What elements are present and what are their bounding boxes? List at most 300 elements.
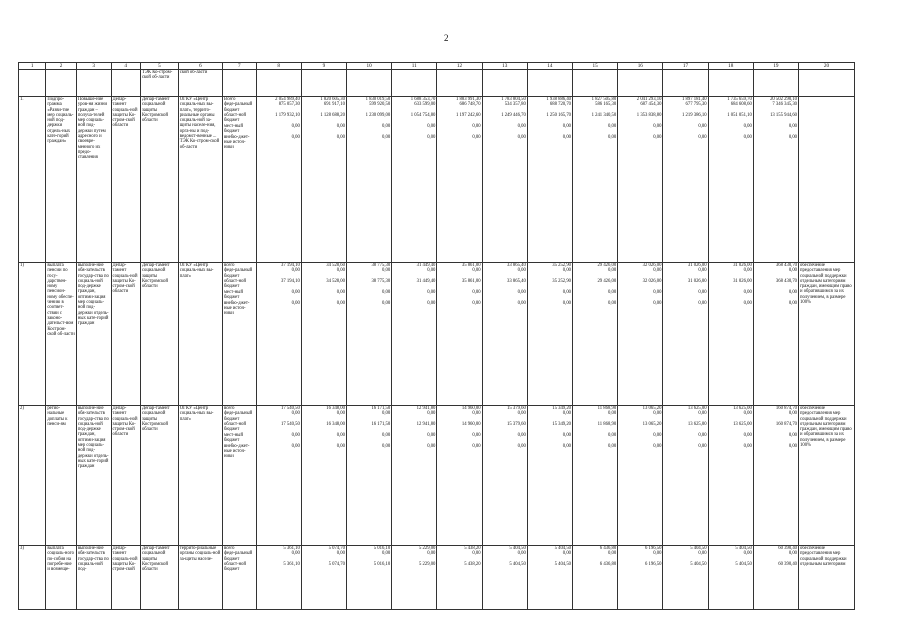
year-amount-cell	[482, 406, 527, 546]
amount-value: 60 390,40	[778, 546, 798, 551]
year-amount-cell	[346, 263, 391, 406]
funding-source-label: мест-ный бюджет	[223, 289, 243, 301]
amount-value: 0,00	[562, 432, 571, 438]
amount-value: 691 917,10	[323, 102, 345, 108]
year-amount-cell	[437, 546, 482, 610]
amount-value: 0,00	[381, 411, 391, 417]
year-amount-cell	[437, 97, 482, 263]
funding-source-label: област-ной бюджет	[223, 113, 247, 124]
year-amount-cell	[346, 406, 391, 546]
amount-value: 0,00	[472, 411, 481, 417]
amount-value: 37 194,10	[281, 263, 300, 268]
amount-value: 13 625,00	[733, 422, 752, 428]
amount-value: 0,00	[427, 432, 436, 438]
amount-value: 35 252,90	[552, 279, 571, 285]
amount-value: 1 250 165,70	[546, 113, 571, 119]
amount-value: 38 775,30	[371, 263, 391, 268]
year-amount-cell	[437, 263, 482, 406]
amount-value: 17 540,50	[281, 422, 300, 428]
amount-value: 1 830 019,50	[365, 97, 391, 102]
amount-value: 0,00	[608, 123, 617, 129]
amount-value: 0,00	[472, 289, 481, 295]
amount-value: 0,00	[653, 432, 662, 438]
column-header: 14	[527, 63, 572, 70]
year-amount-cell	[301, 546, 346, 610]
responsible-dept: Депар-тамент социаль-ной защиты Ко-стром-ской области	[111, 97, 140, 263]
amount-value: 0,00	[336, 123, 345, 129]
amount-value: 1 179 932,10	[275, 113, 300, 119]
amount-value: 0,00	[788, 268, 798, 274]
row-number: 3)	[19, 546, 46, 610]
year-amount-cell	[482, 546, 527, 610]
amount-value: 16 171,50	[371, 422, 391, 428]
funding-source-label: внебю-джет-ные источ-ники	[223, 300, 250, 317]
amount-value: 0,00	[472, 300, 481, 306]
amount-value: 35 252,90	[552, 263, 571, 268]
amount-value: 0,00	[743, 411, 752, 417]
year-amount-cell	[527, 263, 572, 406]
year-amount-cell	[708, 546, 753, 610]
amount-value: 16 348,00	[326, 422, 345, 428]
amount-value: 16 348,00	[326, 406, 345, 411]
amount-value: 35 861,00	[461, 263, 481, 268]
funding-source-label: Всего	[223, 97, 236, 102]
year-amount-cell	[708, 263, 753, 406]
year-amount-cell	[392, 97, 437, 263]
amount-value: 0,00	[381, 300, 391, 306]
year-amount-cell	[256, 97, 301, 263]
amount-value: 12 941,80	[416, 406, 436, 411]
amount-value: 0,00	[472, 134, 481, 140]
expected-result	[799, 97, 855, 263]
continued-cell-5: ТЭК Ко-стром-ской об-ласти	[140, 70, 178, 97]
amount-value: 0,00	[517, 551, 526, 557]
empty-cell	[708, 70, 753, 97]
empty-cell	[19, 70, 46, 97]
empty-cell	[573, 70, 618, 97]
column-header: 19	[753, 63, 798, 70]
amount-value: 0,00	[608, 443, 617, 449]
funding-source-label: феде-ральный бюджет	[223, 551, 253, 562]
amount-value: 5 016,10	[373, 546, 391, 551]
amount-value: 1 353 838,80	[636, 113, 662, 119]
empty-cell	[392, 70, 437, 97]
amount-value: 34 528,00	[326, 279, 345, 285]
amount-value: 0,00	[653, 134, 662, 140]
year-amount-cell	[573, 546, 618, 610]
amount-value: 5 404,50	[690, 562, 707, 568]
amount-value: 0,00	[291, 432, 300, 438]
amount-value: 0,00	[291, 268, 300, 274]
amount-value: 5 404,50	[554, 562, 571, 568]
amount-value: 5 404,50	[554, 546, 571, 551]
amount-value: 1 688 353,70	[410, 97, 436, 102]
empty-cell	[753, 70, 798, 97]
funding-source-label: феде-ральный бюджет	[223, 102, 253, 113]
amount-value: 0,00	[743, 268, 752, 274]
measure-name: Подпро-грамма «Разви-тие мер социаль-ной под-держки отдель-ных кате-горий граждан»	[46, 97, 76, 263]
amount-value: 688 720,70	[549, 102, 571, 108]
organization: ОГКУ «Центр социаль-ных вы-плат», террито-риальные органы социаль-ной за-щиты населе-ния, орга-ны и под-ведомст-венные ... ТЭК Ко-стром-ской об-ласти	[178, 97, 222, 263]
expected-result: обеспечение предоставления мер социальной поддержки отдельным категориям	[799, 546, 855, 610]
year-amount-cell	[482, 263, 527, 406]
amount-value: 0,00	[653, 123, 662, 129]
column-header: 17	[663, 63, 708, 70]
amount-value: 0,00	[608, 411, 617, 417]
amount-value: 0,00	[608, 432, 617, 438]
amount-value: 17 540,50	[281, 406, 300, 411]
amount-value: 31 026,00	[687, 279, 707, 285]
column-header: 1	[19, 63, 46, 70]
amount-value: 1 827 505,80	[591, 97, 617, 102]
amount-value: 0,00	[788, 123, 798, 129]
amount-value: 0,00	[653, 411, 662, 417]
year-amount-cell	[618, 97, 663, 263]
organization: ОГКУ «Центр социаль-ных вы-плат»	[178, 263, 222, 406]
amount-value: 0,00	[562, 300, 571, 306]
year-amount-cell	[346, 97, 391, 263]
year-amount-cell	[573, 406, 618, 546]
continued-row	[19, 70, 855, 97]
year-amount-cell	[618, 546, 663, 610]
amount-value: 677 795,30	[685, 102, 707, 108]
year-amount-cell	[392, 406, 437, 546]
amount-value: 0,00	[653, 443, 662, 449]
column-header: 9	[301, 63, 346, 70]
measure-goal: выполне-ние обя-зательств государ-ства по социаль-ной под-держке граждан, оптими-зация мер социаль-ной под-держки отдель-ных кате-горий граждан	[76, 263, 111, 406]
amount-value: 0,00	[381, 134, 391, 140]
budget-table	[18, 62, 855, 610]
funding-source-label: област-ной бюджет	[223, 422, 247, 433]
amount-value: 0,00	[608, 268, 617, 274]
responsible-dept: Депар-тамент социаль-ной защиты Ко-стром-ской области	[111, 263, 140, 406]
funding-source-label: феде-ральный бюджет	[223, 268, 253, 279]
column-header: 5	[140, 63, 178, 70]
year-amount-cell	[753, 546, 798, 610]
empty-cell	[76, 70, 111, 97]
amount-value: 0,00	[517, 300, 526, 306]
funding-sources	[222, 97, 256, 263]
amount-value: 0,00	[427, 134, 436, 140]
amount-value: 0,00	[698, 300, 707, 306]
amount-value: 11 868,90	[597, 406, 617, 411]
funding-source-label: феде-ральный бюджет	[223, 411, 253, 422]
amount-value: 13 625,00	[687, 406, 707, 411]
amount-value: 37 194,10	[281, 279, 300, 285]
amount-value: 1 197 242,60	[455, 113, 481, 119]
year-amount-cell	[618, 263, 663, 406]
row-number: 2)	[19, 406, 46, 546]
amount-value: 0,00	[517, 123, 526, 129]
amount-value: 1 249 446,70	[501, 113, 526, 119]
amount-value: 0,00	[291, 443, 300, 449]
empty-cell	[256, 70, 301, 97]
amount-value: 5 229,00	[418, 546, 436, 551]
funding-source-label: внебю-джет-ные источ-ники	[223, 443, 250, 460]
amount-value: 33 865,40	[507, 279, 526, 285]
amount-value: 1 897 181,40	[682, 97, 707, 102]
continued-cell-6: ской об-ласти	[178, 70, 222, 97]
year-amount-cell	[256, 406, 301, 546]
amount-value: 0,00	[336, 134, 345, 140]
column-header: 4	[111, 63, 140, 70]
amount-value: 0,00	[653, 551, 662, 557]
amount-value: 5 404,50	[735, 546, 752, 551]
funding-source-label: внебю-джет-ные источ-ники	[223, 134, 250, 151]
amount-value: 0,00	[608, 289, 617, 295]
funding-sources	[222, 546, 256, 610]
empty-cell	[301, 70, 346, 97]
year-amount-cell	[301, 97, 346, 263]
amount-value: 0,00	[427, 123, 436, 129]
amount-value: 13 065,20	[642, 422, 662, 428]
empty-cell	[111, 70, 140, 97]
amount-value: 0,00	[336, 268, 345, 274]
funding-source-label: област-ной бюджет	[223, 562, 247, 573]
column-header: 8	[256, 63, 301, 70]
amount-value: 0,00	[336, 443, 345, 449]
column-header: 13	[482, 63, 527, 70]
amount-value: 0,00	[788, 289, 798, 295]
amount-value: 0,00	[562, 443, 571, 449]
amount-value: 0,00	[427, 300, 436, 306]
responsible-dept: Депар-тамент социаль-ной защиты Ко-стром-ской	[111, 546, 140, 610]
program-row	[19, 546, 855, 610]
amount-value: 0,00	[517, 289, 526, 295]
amount-value: 684 608,60	[730, 102, 752, 108]
column-header: 20	[799, 63, 855, 70]
empty-cell	[437, 70, 482, 97]
amount-value: 586 165,30	[595, 102, 617, 108]
column-header: 10	[346, 63, 391, 70]
amount-value: 368 430,70	[775, 279, 798, 285]
year-amount-cell	[663, 263, 708, 406]
amount-value: 2 041 293,10	[636, 97, 662, 102]
funding-source-label: мест-ный бюджет	[223, 123, 243, 135]
funding-sources	[222, 406, 256, 546]
amount-value: 0,00	[381, 551, 391, 557]
amount-value: 0,00	[788, 443, 798, 449]
amount-value: 0,00	[743, 300, 752, 306]
amount-value: 0,00	[653, 289, 662, 295]
amount-value: 0,00	[517, 443, 526, 449]
year-amount-cell	[573, 263, 618, 406]
executor: Депар-тамент социальной защиты Костромской области	[140, 263, 178, 406]
amount-value: 0,00	[698, 443, 707, 449]
row-number: 1)	[19, 263, 46, 406]
amount-value: 12 941,80	[416, 422, 436, 428]
amount-value: 1 051 051,10	[727, 113, 752, 119]
amount-value: 0,00	[517, 134, 526, 140]
amount-value: 0,00	[562, 268, 571, 274]
header-row	[19, 63, 855, 70]
amount-value: 160 874,70	[775, 406, 798, 411]
year-amount-cell	[301, 263, 346, 406]
executor: Депар-тамент социальной защиты Костромской области	[140, 546, 178, 610]
amount-value: 0,00	[562, 134, 571, 140]
column-header: 18	[708, 63, 753, 70]
amount-value: 0,00	[472, 443, 481, 449]
amount-value: 5 361,10	[283, 546, 300, 551]
amount-value: 13 065,20	[642, 406, 662, 411]
year-amount-cell	[527, 97, 572, 263]
amount-value: 5 438,20	[464, 562, 481, 568]
amount-value: 5 074,70	[328, 546, 345, 551]
funding-source-label: мест-ный бюджет	[223, 432, 243, 444]
column-header: 15	[573, 63, 618, 70]
funding-source-label: всего	[223, 546, 235, 551]
year-amount-cell	[392, 263, 437, 406]
amount-value: 1 054 754,80	[410, 113, 436, 119]
amount-value: 32 026,00	[642, 279, 662, 285]
amount-value: 0,00	[788, 134, 798, 140]
amount-value: 0,00	[788, 300, 798, 306]
year-amount-cell	[301, 406, 346, 546]
column-header: 11	[392, 63, 437, 70]
amount-value: 32 026,00	[642, 263, 662, 268]
amount-value: 0,00	[427, 289, 436, 295]
amount-value: 6 436,80	[599, 546, 617, 551]
empty-cell	[222, 70, 256, 97]
amount-value: 599 920,50	[369, 102, 391, 108]
amount-value: 0,00	[562, 551, 571, 557]
amount-value: 1 735 659,70	[727, 97, 752, 102]
measure-name: выплата социаль-ного по-собия на погребе-ние и возмеще-	[46, 546, 76, 610]
amount-value: 368 430,70	[775, 263, 798, 268]
amount-value: 5 438,20	[464, 546, 481, 551]
amount-value: 31 026,00	[687, 263, 707, 268]
amount-value: 633 599,00	[414, 102, 436, 108]
amount-value: 11 868,90	[597, 422, 617, 428]
amount-value: 0,00	[608, 551, 617, 557]
amount-value: 0,00	[743, 443, 752, 449]
amount-value: 5 404,50	[509, 546, 526, 551]
amount-value: 13 625,00	[733, 406, 752, 411]
amount-value: 875 057,30	[278, 102, 300, 108]
amount-value: 0,00	[472, 432, 481, 438]
executor: Депар-тамент социальной защиты Костромской области	[140, 406, 178, 546]
year-amount-cell	[482, 97, 527, 263]
amount-value: 0,00	[291, 411, 300, 417]
amount-value: 34 528,60	[326, 263, 345, 268]
amount-value: 0,00	[698, 432, 707, 438]
measure-name: регио-нальные доплаты к пенси-ям	[46, 406, 76, 546]
amount-value: 20 502 290,10	[770, 97, 798, 102]
amount-value: 5 404,50	[509, 562, 526, 568]
amount-value: 5 361,10	[283, 562, 300, 568]
amount-value: 1 938 886,40	[546, 97, 571, 102]
amount-value: 0,00	[743, 432, 752, 438]
year-amount-cell	[708, 97, 753, 263]
amount-value: 29 426,00	[597, 279, 617, 285]
amount-value: 0,00	[427, 268, 436, 274]
year-amount-cell	[256, 263, 301, 406]
amount-value: 0,00	[336, 411, 345, 417]
amount-value: 0,00	[381, 289, 391, 295]
amount-value: 0,00	[743, 123, 752, 129]
column-header: 7	[222, 63, 256, 70]
measure-goal: Повыше-ние уров-ня жизни граждан – получа-телей мер социаль-ной под-держки путем адресного и своевре-менного их предо-ставления	[76, 97, 111, 263]
amount-value: 29 426,00	[597, 263, 617, 268]
amount-value: 38 775,30	[371, 279, 391, 285]
amount-value: 0,00	[743, 134, 752, 140]
amount-value: 0,00	[472, 551, 481, 557]
amount-value: 31 449,40	[416, 263, 436, 268]
year-amount-cell	[618, 406, 663, 546]
amount-value: 6 196,50	[645, 562, 662, 568]
amount-value: 0,00	[698, 411, 707, 417]
funding-source-label: област-ной бюджет	[223, 279, 247, 290]
amount-value: 0,00	[698, 268, 707, 274]
amount-value: 0,00	[381, 443, 391, 449]
program-row	[19, 97, 855, 263]
year-amount-cell	[663, 546, 708, 610]
amount-value: 1 883 991,30	[455, 97, 481, 102]
amount-value: 15 379,60	[507, 422, 526, 428]
year-amount-cell	[392, 546, 437, 610]
amount-value: 0,00	[653, 268, 662, 274]
amount-value: 0,00	[743, 289, 752, 295]
organization: ОГКУ «Центр социаль-ных вы-плат»	[178, 406, 222, 546]
measure-goal: выполне-ние обя-зательств государ-ства по социаль-ной под-	[76, 546, 111, 610]
amount-value: 1 128 688,20	[320, 113, 345, 119]
column-header: 6	[178, 63, 222, 70]
amount-value: 686 748,70	[459, 102, 481, 108]
amount-value: 0,00	[291, 289, 300, 295]
amount-value: 16 171,50	[371, 406, 391, 411]
amount-value: 5 229,00	[418, 562, 436, 568]
amount-value: 15 349,20	[552, 422, 571, 428]
year-amount-cell	[753, 97, 798, 263]
amount-value: 0,00	[698, 289, 707, 295]
amount-value: 160 874,70	[775, 422, 798, 428]
amount-value: 0,00	[517, 432, 526, 438]
program-row	[19, 263, 855, 406]
amount-value: 14 960,00	[461, 422, 481, 428]
amount-value: 0,00	[562, 289, 571, 295]
amount-value: 0,00	[336, 300, 345, 306]
amount-value: 5 016,10	[373, 562, 391, 568]
year-amount-cell	[573, 97, 618, 263]
amount-value: 14 960,00	[461, 406, 481, 411]
year-amount-cell	[663, 97, 708, 263]
organization: террито-риальные органы социаль-ной за-щиты населе-	[178, 546, 222, 610]
column-header: 2	[46, 63, 76, 70]
amount-value: 2 054 989,40	[275, 97, 300, 102]
amount-value: 0,00	[698, 123, 707, 129]
amount-value: 0,00	[381, 432, 391, 438]
amount-value: 5 074,70	[328, 562, 345, 568]
measure-goal: выполне-ние обя-зательств государ-ства по социаль-ной под-держке граждан, оптими-зация мер социаль-ной под-держки отдель-ных кате-горий граждан	[76, 406, 111, 546]
amount-value: 33 865,40	[507, 263, 526, 268]
amount-value: 0,00	[472, 268, 481, 274]
amount-value: 0,00	[336, 289, 345, 295]
column-header: 16	[618, 63, 663, 70]
amount-value: 0,00	[291, 134, 300, 140]
amount-value: 1 241 340,50	[591, 113, 617, 119]
amount-value: 60 390,40	[778, 562, 798, 568]
column-header: 3	[76, 63, 111, 70]
amount-value: 6 196,50	[645, 546, 662, 551]
amount-value: 1 783 804,50	[501, 97, 526, 102]
amount-value: 6 436,80	[599, 562, 617, 568]
funding-source-label: всего	[223, 406, 235, 411]
empty-cell	[527, 70, 572, 97]
amount-value: 0,00	[336, 551, 345, 557]
amount-value: 0,00	[291, 300, 300, 306]
row-number: 1.	[19, 97, 46, 263]
amount-value: 0,00	[608, 300, 617, 306]
